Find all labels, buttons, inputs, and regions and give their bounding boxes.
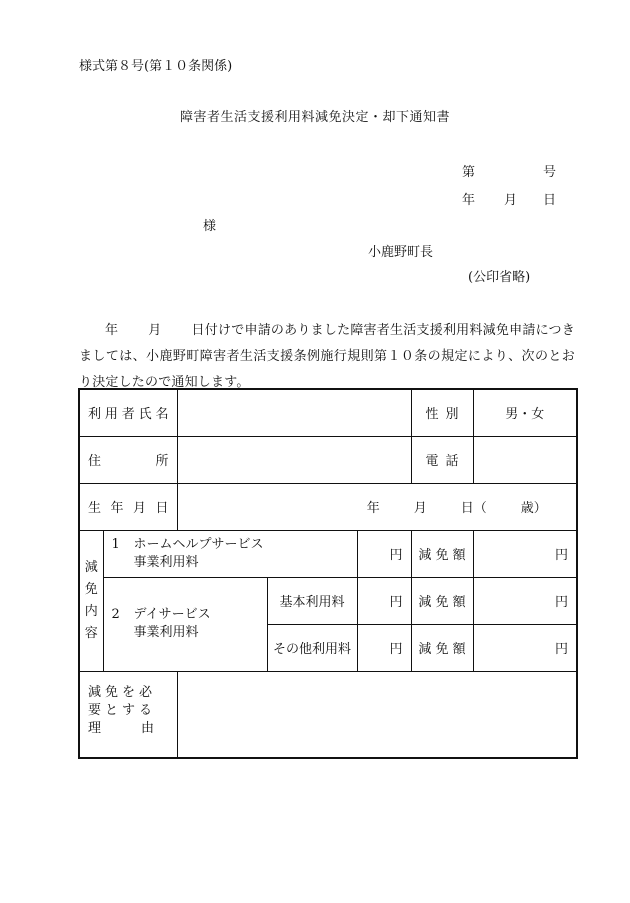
label-char: 容	[84, 625, 98, 641]
reason-value[interactable]	[177, 671, 577, 758]
label-char: 生	[88, 501, 102, 516]
reduction-amount-label: 減 免 額	[411, 624, 473, 671]
birthdate-label	[79, 483, 177, 530]
label-char: 性	[425, 407, 439, 423]
service-2-basic-reduction[interactable]	[473, 577, 577, 624]
address-label	[79, 436, 177, 483]
service-2-number: 2	[111, 607, 120, 622]
row-reason	[79, 671, 577, 758]
label-char: 日	[155, 501, 169, 516]
row-service-1	[79, 530, 577, 577]
service-1-reduction[interactable]	[473, 530, 577, 577]
label-char: 別	[445, 407, 459, 423]
addressee-suffix: 様	[203, 219, 217, 234]
form-number: 様式第８号(第１０条関係)	[79, 59, 233, 74]
label-char: 者	[121, 407, 135, 423]
yen-unit: 円	[555, 548, 569, 563]
number-label-right: 号	[542, 165, 556, 180]
service-1-fee[interactable]	[357, 530, 411, 577]
birth-year: 年	[366, 501, 380, 516]
birth-month: 月	[413, 501, 427, 516]
service-1-name	[103, 530, 357, 577]
reason-label	[79, 671, 177, 758]
reduction-amount-label: 減 免 額	[411, 530, 473, 577]
user-name-label	[79, 389, 177, 436]
service-2-subtitle: 事業利用料	[133, 625, 199, 640]
phone-label	[411, 436, 473, 483]
label-char: 氏	[138, 407, 152, 423]
date-day: 日	[542, 193, 556, 208]
yen-unit: 円	[389, 595, 403, 610]
body-month: 月	[148, 323, 162, 338]
document-title: 障害者生活支援利用料減免決定・却下通知書	[179, 110, 450, 125]
birth-day: 日（	[460, 501, 487, 516]
address-value[interactable]	[177, 436, 411, 483]
label-char: 年	[110, 501, 124, 516]
birthdate-value[interactable]	[177, 483, 577, 530]
body-text: 日付けで申請のありました障害者生活支援利用料減免申請につきましては、小鹿野町障害者生活支援条例施行規則第１０条の規定により、次のとおり決定したので通知します。	[79, 323, 575, 390]
other-fee-label: その他利用料	[267, 624, 357, 671]
label-char: 所	[155, 454, 169, 469]
label-char: 内	[84, 603, 98, 619]
date-year: 年	[462, 193, 476, 208]
row-address	[79, 436, 577, 483]
number-label-left: 第	[462, 165, 476, 180]
label-char: 住	[88, 454, 102, 469]
service-1-subtitle: 事業利用料	[133, 554, 199, 570]
yen-unit: 円	[555, 595, 569, 610]
label-char: 減	[84, 559, 98, 575]
service-1-title: ホームヘルプサービス	[133, 536, 264, 552]
reduction-content-label	[79, 530, 103, 671]
row-birthdate	[79, 483, 577, 530]
service-2-other-reduction[interactable]	[473, 624, 577, 671]
reason-label-char: 理	[88, 720, 102, 736]
phone-value[interactable]	[473, 436, 577, 483]
reduction-amount-label: 減 免 額	[411, 577, 473, 624]
notice-table	[78, 388, 578, 759]
label-char: 用	[104, 407, 118, 423]
birth-age: 歳）	[520, 501, 547, 516]
reason-label-line-1: 減免を必	[88, 684, 157, 700]
document-number-line	[462, 166, 556, 179]
body-year: 年	[105, 323, 119, 338]
service-2-name	[103, 577, 267, 671]
label-char: 話	[445, 454, 459, 469]
row-user-name	[79, 389, 577, 436]
reason-label-char: 由	[140, 720, 154, 736]
date-month: 月	[504, 193, 518, 208]
issuer: 小鹿野町長	[368, 245, 434, 260]
service-2-title: デイサービス	[133, 607, 211, 622]
label-char: 電	[425, 454, 439, 469]
service-1-number: 1	[111, 536, 120, 552]
basic-fee-label: 基本利用料	[267, 577, 357, 624]
yen-unit: 円	[389, 548, 403, 563]
user-name-value[interactable]	[177, 389, 411, 436]
yen-unit: 円	[389, 642, 403, 657]
reason-label-line-2: 要とする	[88, 702, 157, 718]
label-char: 月	[133, 501, 147, 516]
yen-unit: 円	[555, 642, 569, 657]
label-char: 免	[84, 581, 98, 597]
gender-value[interactable]: 男・女	[473, 389, 577, 436]
label-char: 利	[88, 407, 102, 423]
notice-body	[79, 318, 575, 396]
seal-note: (公印省略)	[468, 270, 531, 285]
row-service-2-basic	[79, 577, 577, 624]
label-char: 名	[155, 407, 169, 423]
service-2-other-fee[interactable]	[357, 624, 411, 671]
service-2-basic-fee[interactable]	[357, 577, 411, 624]
gender-label	[411, 389, 473, 436]
issue-date-line	[462, 194, 556, 207]
